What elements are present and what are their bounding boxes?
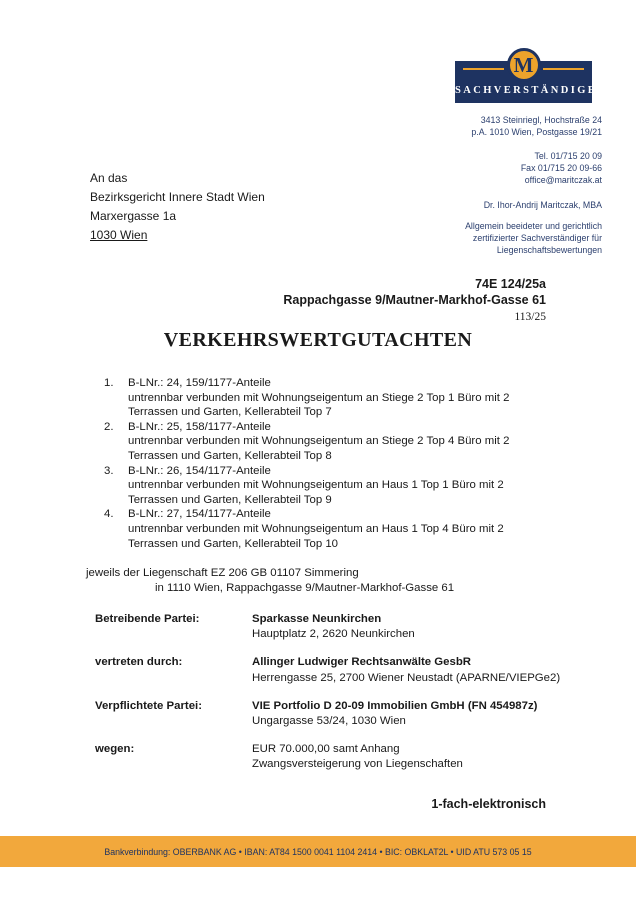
recipient-line3: Marxergasse 1a	[90, 209, 177, 223]
certification-line2: zertifizierter Sachverständiger für	[472, 233, 602, 243]
letterhead-address-line2: p.A. 1010 Wien, Postgasse 19/21	[471, 127, 602, 137]
lot-list	[104, 376, 556, 551]
expert-logo	[455, 48, 608, 103]
property-reference	[86, 566, 454, 596]
party-label: Betreibende Partei:	[95, 613, 200, 625]
recipient-line2: Bezirksgericht Innere Stadt Wien	[90, 190, 265, 204]
logo-monogram-circle	[507, 48, 541, 82]
logo-monogram: M	[513, 52, 534, 77]
logo-right-line	[543, 68, 584, 70]
expert-name: Dr. Ihor-Andrij Maritczak, MBA	[483, 200, 602, 210]
lot-number: 4.	[104, 508, 114, 521]
delivery-note: 1-fach-elektronisch	[431, 797, 546, 811]
property-reference-line2: in 1110 Wien, Rappachgasse 9/Mautner-Markhof-Gasse 61	[155, 582, 455, 594]
party-name: VIE Portfolio D 20-09 Immobilien GmbH (FN 454987z)	[252, 699, 538, 712]
certification-text	[465, 220, 602, 256]
recipient-address	[90, 169, 265, 245]
lot-number: 3.	[104, 464, 114, 477]
lot-item	[104, 376, 556, 420]
party-address: Hauptplatz 2, 2620 Neunkirchen	[252, 628, 415, 641]
letterhead-contact	[521, 150, 602, 186]
lot-item	[104, 420, 556, 464]
party-address: Herrengasse 25, 2700 Wiener Neustadt (APARNE/VIEPGe2)	[252, 671, 561, 684]
lot-share-line: B-LNr.: 25, 158/1177-Anteile	[128, 420, 271, 433]
bank-details: Bankverbindung: OBERBANK AG • IBAN: AT84 1500 0041 1104 2414 • BIC: OBKLAT2L • UID ATU 573 05 15	[104, 846, 532, 857]
case-header	[283, 276, 546, 325]
email-line: office@maritczak.at	[524, 175, 602, 185]
recipient-line4: 1030 Wien	[90, 228, 148, 242]
logo-wordmark: SACHVERSTÄNDIGER	[455, 85, 608, 96]
lot-number: 2.	[104, 420, 114, 433]
lot-description-line: untrennbar verbunden mit Wohnungseigentum an Haus 1 Top 4 Büro mit 2 Terrassen und Garten, Kellerabteil Top 10	[128, 522, 504, 550]
case-number: 74E 124/25a	[475, 277, 546, 291]
letterhead-address	[471, 114, 602, 138]
party-name: Sparkasse Neunkirchen	[252, 613, 382, 625]
case-reference: 113/25	[514, 311, 546, 323]
party-label: Verpflichtete Partei:	[95, 699, 202, 712]
lot-share-line: B-LNr.: 27, 154/1177-Anteile	[128, 508, 271, 521]
lot-item	[104, 507, 556, 551]
party-label: vertreten durch:	[95, 656, 183, 669]
footer-bank-bar	[0, 836, 636, 867]
party-row	[95, 612, 561, 642]
fax-line: Fax 01/715 20 09-66	[520, 163, 602, 173]
party-label: wegen:	[95, 743, 135, 756]
lot-description-line: untrennbar verbunden mit Wohnungseigentum an Haus 1 Top 1 Büro mit 2 Terrassen und Garten, Kellerabteil Top 9	[128, 479, 504, 506]
lot-number: 1.	[104, 377, 114, 389]
recipient-line1: An das	[90, 171, 128, 185]
party-row	[95, 742, 561, 772]
case-property-address: Rappachgasse 9/Mautner-Markhof-Gasse 61	[283, 293, 546, 307]
letterhead-address-line1: 3413 Steinriegl, Hochstraße 24	[480, 115, 602, 125]
claim-type: Zwangsversteigerung von Liegenschaften	[252, 758, 463, 771]
lot-share-line: B-LNr.: 24, 159/1177-Anteile	[128, 377, 271, 389]
certification-line1: Allgemein beeideter und gerichtlich	[465, 221, 602, 231]
party-address: Ungargasse 53/24, 1030 Wien	[252, 715, 406, 728]
certification-line3: Liegenschaftsbewertungen	[496, 245, 602, 255]
property-reference-line1: jeweils der Liegenschaft EZ 206 GB 01107 Simmering	[86, 567, 359, 579]
parties-table	[95, 612, 561, 786]
logo-left-line	[463, 68, 504, 70]
party-row	[95, 655, 561, 685]
tel-line: Tel. 01/715 20 09	[534, 151, 602, 161]
lot-description-line: untrennbar verbunden mit Wohnungseigentum an Stiege 2 Top 1 Büro mit 2 Terrassen und Garten, Kellerabteil Top 7	[128, 391, 510, 419]
claim-amount: EUR 70.000,00 samt Anhang	[252, 743, 400, 756]
party-row	[95, 699, 561, 729]
lot-description-line: untrennbar verbunden mit Wohnungseigentum an Stiege 2 Top 4 Büro mit 2 Terrassen und Garten, Kellerabteil Top 8	[128, 435, 510, 462]
lot-item	[104, 464, 556, 508]
document-title: VERKEHRSWERTGUTACHTEN	[163, 329, 473, 351]
party-name: Allinger Ludwiger Rechtsanwälte GesbR	[252, 656, 471, 669]
lot-share-line: B-LNr.: 26, 154/1177-Anteile	[128, 464, 271, 477]
